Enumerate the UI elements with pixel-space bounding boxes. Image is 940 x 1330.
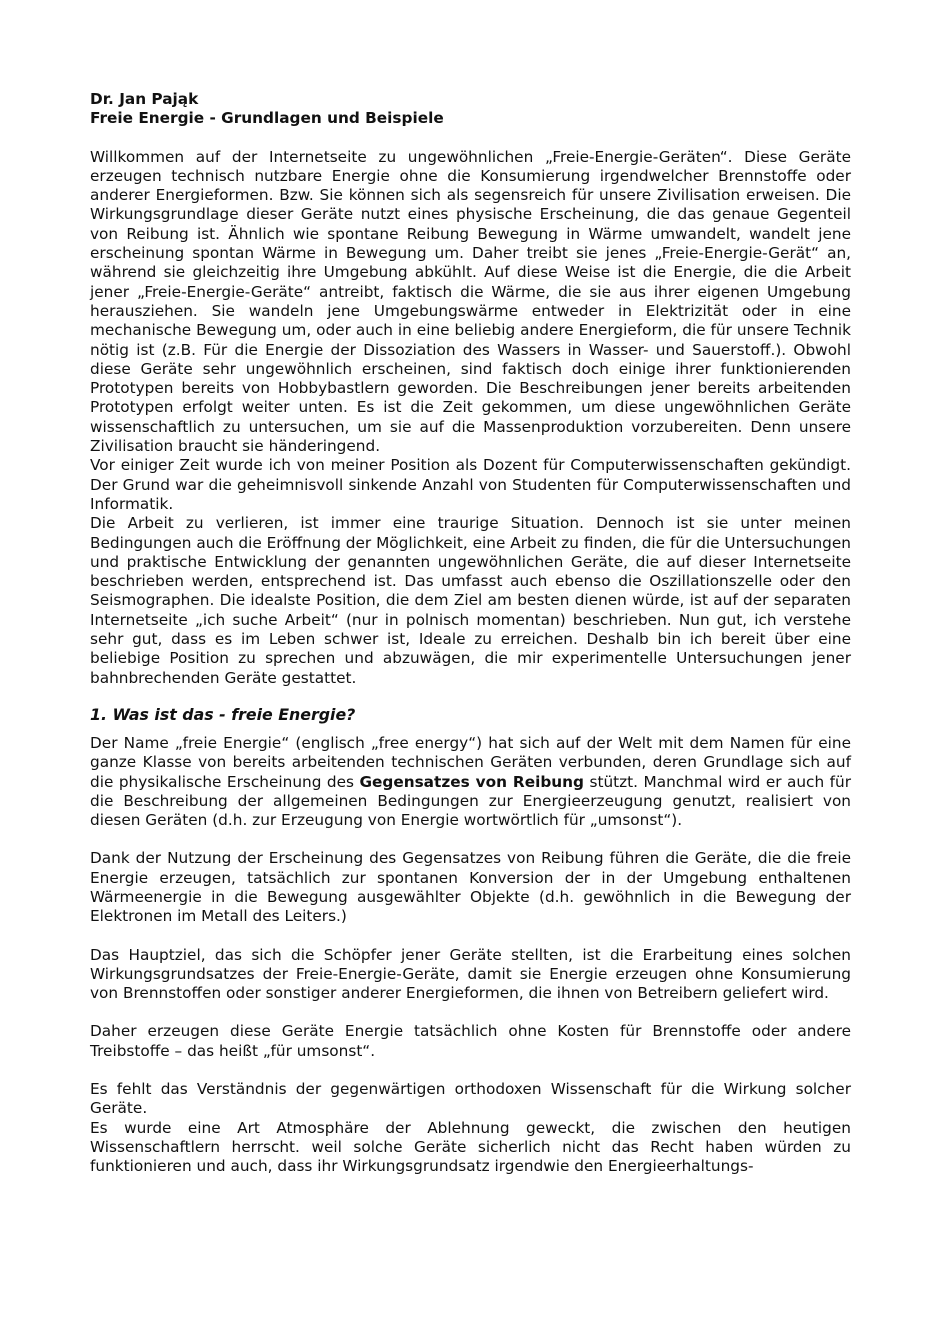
bold-term: Gegensatzes von Reibung <box>359 772 585 791</box>
intro-paragraph: Willkommen auf der Internetseite zu ungewöhnlichen „Freie-Energie-Geräten“. Diese Geräte erzeugen technisch nutzbare Energie ohne die Konsumierung irgendwelcher Brennstoffe oder anderer Energieformen. Bzw. Sie können sich als segensreich für unsere Zivilisation erweisen. Die Wirkungsgrundlage dieser Geräte nutzt eines physische Erscheinung, die das genaue Gegenteil von Reibung ist. Ähnlich wie spontane Reibung Bewegung in Wärme umwandelt, wandelt jene erscheinung spontan Wärme in Bewegung um. Daher treibt sie jenes „Freie-Energie-Gerät“ an, während sie gleichzeitig ihre Umgebung abkühlt. Auf diese Weise ist die Energie, die die Arbeit jener „Freie-Energie-Geräte“ antreibt, faktisch die Wärme, die sie aus ihrer eigenen Umgebung herausziehen. Sie wandeln jene Umgebungswärme entweder in Elektrizität oder in eine mechanische Bewegung um, oder auch in eine beliebig andere Energieform, die für unsere Technik nötig ist (z.B. Für die Energie der Dissoziation des Wassers in Wasser- und Sauerstoff.). Obwohl diese Geräte sehr ungewöhnlich erscheinen, sind faktisch doch einige ihrer funktionierenden Prototypen bereits von Hobbybastlern geworden. Die Beschreibungen jener bereits arbeitenden Prototypen erfolgt weiter unten. Es ist die Zeit gekommen, um diese ungewöhnlichen Geräte wissenschaftlich zu untersuchen, um sie auf die Massenproduktion vorzubereiten. Denn unsere Zivilisation braucht sie händeringend. <box>90 147 851 456</box>
section-paragraph: Es wurde eine Art Atmosphäre der Ablehnung geweckt, die zwischen den heutigen Wissenschaftlern herrscht. weil solche Geräte sicherlich nicht das Recht haben würden zu funktionieren und auch, dass ihr Wirkungsgrundsatz irgendwie den Energieerhaltungs- <box>90 1118 851 1176</box>
intro-paragraph: Vor einiger Zeit wurde ich von meiner Position als Dozent für Computerwissenschaften gekündigt. Der Grund war die geheimnisvoll sinkende Anzahl von Studenten für Computerwissenschaften und Informatik. <box>90 456 851 513</box>
section-paragraph: Das Hauptziel, das sich die Schöpfer jener Geräte stellten, ist die Erarbeitung eines solchen Wirkungsgrundsatzes der Freie-Energie-Geräte, damit sie Energie erzeugen ohne Konsumierung von Brennstoffen oder sonstiger anderer Energieformen, die ihnen von Betreibern geliefert wird. <box>90 945 851 1003</box>
document-title: Freie Energie - Grundlagen und Beispiele <box>90 109 444 128</box>
section-heading: 1. Was ist das - freie Energie? <box>90 704 356 724</box>
intro-paragraph: Die Arbeit zu verlieren, ist immer eine traurige Situation. Dennoch ist sie unter meinen Bedingungen auch die Eröffnung der Möglichkeit, eine Arbeit zu finden, die für die Untersuchungen und praktische Entwicklung der genannten ungewöhnlichen Geräte, die auf dieser Internetseite beschrieben werden, entsprechend ist. Das umfasst auch ebenso die Oszillationszelle oder den Seismographen. Die idealste Position, die dem Ziel am besten dienen würde, ist auf der separaten Internetseite „ich suche Arbeit“ (nur in polnisch momentan) beschrieben. Nun gut, ich verstehe sehr gut, dass es im Leben schwer ist, Ideale zu erreichen. Deshalb bin ich bereit über eine beliebige Position zu sprechen und abzuwägen, die mir experimentelle Untersuchungen jener bahnbrechenden Geräte gestattet. <box>90 514 851 687</box>
section-paragraph: Daher erzeugen diese Geräte Energie tatsächlich ohne Kosten für Brennstoffe oder andere Treibstoffe – das heißt „für umsonst“. <box>90 1022 851 1060</box>
author-name: Dr. Jan Pająk <box>90 90 199 108</box>
section-paragraph: Es fehlt das Verständnis der gegenwärtigen orthodoxen Wissenschaft für die Wirkung solcher Geräte. <box>90 1080 851 1118</box>
spacer <box>90 129 851 148</box>
text-run: stützt. Manchmal wird er auch für die Beschreibung der allgemeinen Bedingungen zur Energieerzeugung genutzt, realisiert von diesen Geräten (d.h. zur Erzeugung von Energie wortwörtlich für „umsonst“). <box>90 772 851 830</box>
document-page <box>90 90 851 1177</box>
section-paragraph: Dank der Nutzung der Erscheinung des Gegensatzes von Reibung führen die Geräte, die die freie Energie erzeugen, tatsächlich zur spontanen Konversion der in der Umgebung enthaltenen Wärmeenergie in die Bewegung ausgewählter Objekte (d.h. gewöhnlich in die Bewegung der Elektronen im Metall des Leiters.) <box>90 849 851 926</box>
section-paragraph <box>90 734 851 830</box>
text-run: Der Name „freie Energie“ (englisch „free energy“) hat sich auf der Welt mit dem Namen für eine ganze Klasse von bereits arbeitenden technischen Geräten verbunden, deren Grundlage sich auf die physikalische Erscheinung des <box>90 733 851 791</box>
